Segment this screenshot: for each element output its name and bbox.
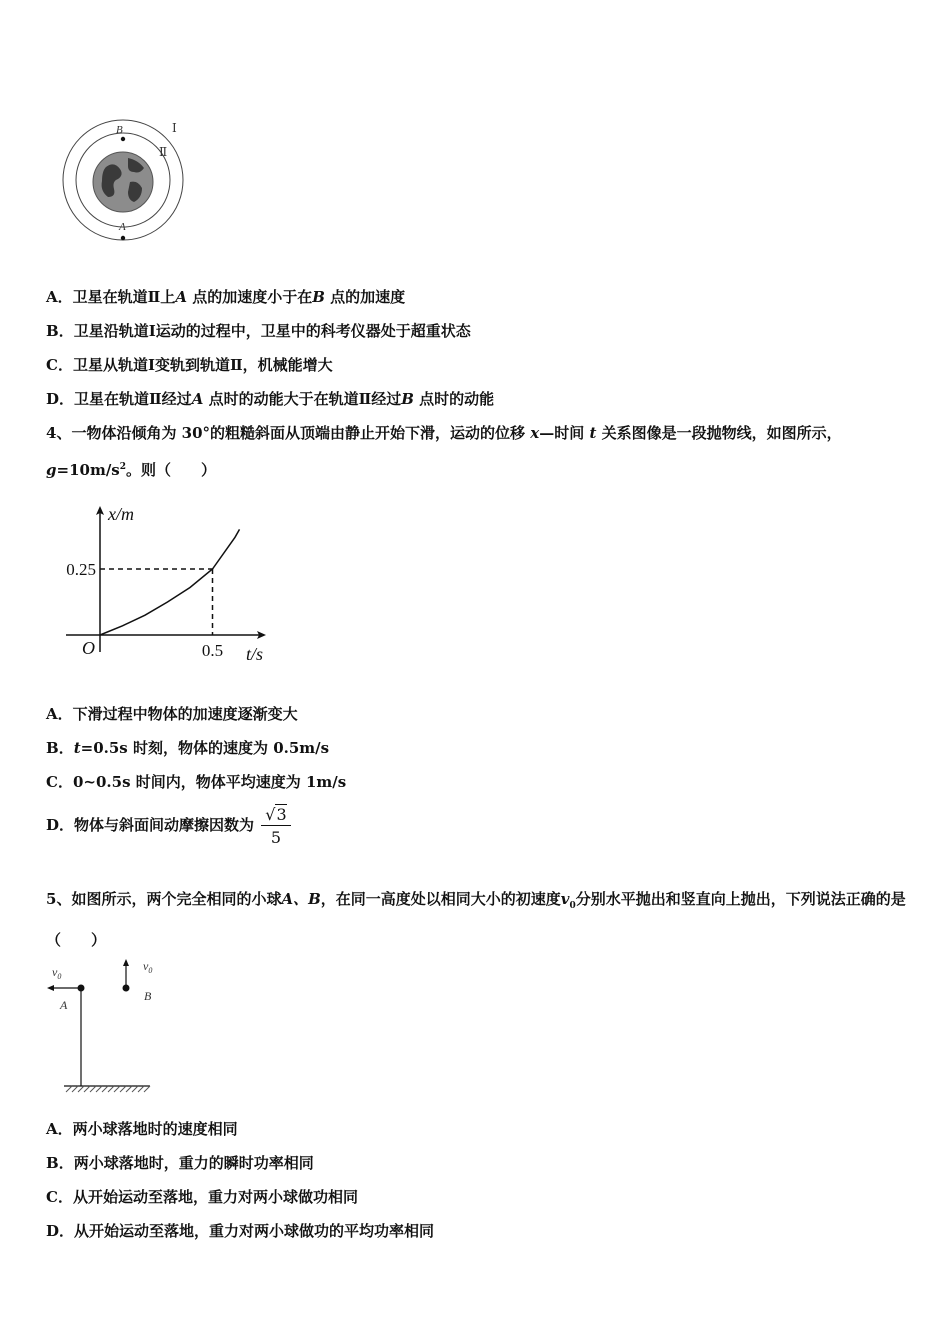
- q5-stem: 5、如图所示，两个完全相同的小球A、B，在同一高度处以相同大小的初速度$v_0$分别水平抛出和竖直向上抛出，下列说法正确的是（ ）: [46, 890, 906, 949]
- ball-b: [123, 985, 130, 992]
- q4-option-b[interactable]: B．t=0.5s 时刻，物体的速度为 0.5m/s: [46, 739, 330, 757]
- q5-option-d[interactable]: D．从开始运动至落地，重力对两小球做功的平均功率相同: [46, 1222, 435, 1240]
- q5-option-c[interactable]: C．从开始运动至落地，重力对两小球做功相同: [46, 1188, 358, 1206]
- q5-option-b[interactable]: B．两小球落地时，重力的瞬时功率相同: [46, 1154, 314, 1172]
- y-axis: [96, 506, 104, 652]
- label-b: B: [116, 124, 123, 136]
- orbit-figure: [58, 112, 193, 244]
- point-b-dot: [121, 137, 125, 141]
- v0-label-b: $v_0$: [143, 959, 153, 975]
- point-a-dot: [121, 236, 125, 240]
- ball-a-label: A: [60, 998, 68, 1012]
- q4-option-d[interactable]: D．物体与斜面间动摩擦因数为 $\frac{√3}{5}$: [46, 805, 291, 847]
- velocity-arrow-a: [47, 985, 78, 991]
- y-tick-label: 0.25: [66, 560, 96, 579]
- x-axis-label: t/s: [246, 644, 264, 664]
- ball-a: [78, 985, 85, 992]
- x-tick-label: 0.5: [201, 641, 224, 660]
- v0-label-a: $v_0$: [52, 965, 62, 981]
- q3-option-c[interactable]: C．卫星从轨道Ⅰ变轨到轨道Ⅱ，机械能增大: [46, 356, 333, 374]
- x-axis: [66, 631, 266, 639]
- ground-hatch: [64, 1086, 150, 1092]
- xt-chart: [50, 498, 290, 668]
- q4-option-a[interactable]: A．下滑过程中物体的加速度逐渐变大: [46, 705, 298, 723]
- friction-fraction: $\frac{√3}{5}$: [261, 805, 290, 847]
- ball-b-label: B: [144, 989, 152, 1003]
- origin-label: O: [82, 638, 95, 658]
- velocity-arrow-b: [123, 959, 129, 985]
- earth-icon: [93, 152, 153, 212]
- q3-option-d[interactable]: D．卫星在轨道Ⅱ经过A 点时的动能大于在轨道Ⅱ经过B 点时的动能: [46, 390, 495, 408]
- label-a: A: [119, 221, 126, 233]
- q4-stem: 4、一物体沿倾角为 30°的粗糙斜面从顶端由静止开始下滑，运动的位移 x—时间 t 关系图像是一段抛物线，如图所示， $g=10m/s^2$。则（ ）: [46, 424, 842, 479]
- y-axis-label: x/m: [108, 504, 134, 524]
- q5-option-a[interactable]: A．两小球落地时的速度相同: [46, 1120, 238, 1138]
- xt-curve-line: [100, 529, 240, 635]
- label-orbit-1: Ⅰ: [172, 121, 177, 135]
- q3-option-a[interactable]: A．卫星在轨道Ⅱ上A 点的加速度小于在B 点的加速度: [46, 288, 406, 306]
- q3-option-b[interactable]: B．卫星沿轨道Ⅰ运动的过程中，卫星中的科考仪器处于超重状态: [46, 322, 471, 340]
- projectile-figure: [44, 956, 160, 1100]
- q4-option-c[interactable]: C．0~0.5s 时间内，物体平均速度为 1m/s: [46, 773, 347, 791]
- label-orbit-2: Ⅱ: [159, 145, 168, 159]
